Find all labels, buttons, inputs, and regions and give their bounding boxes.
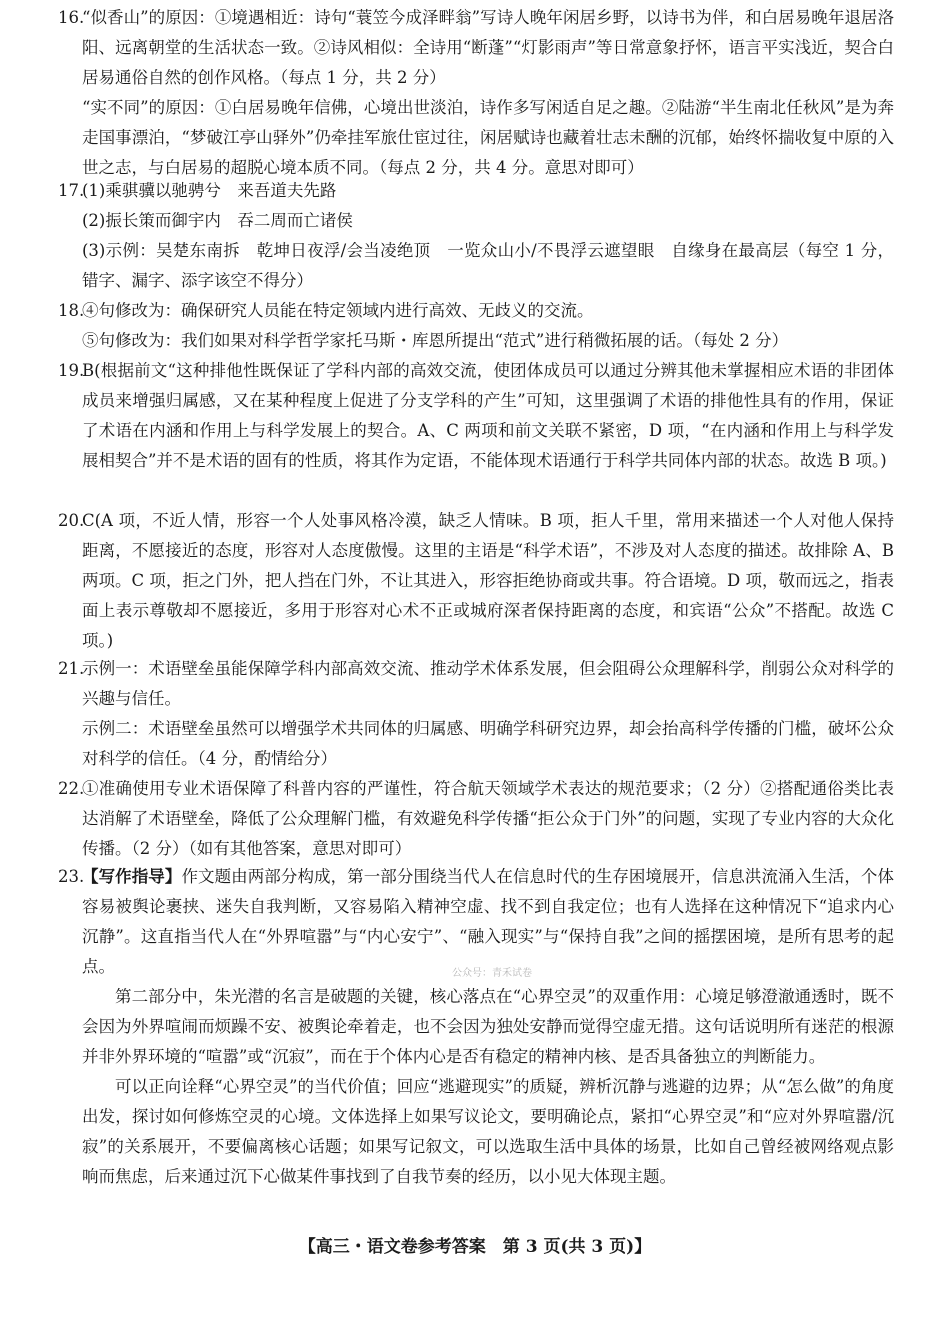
question-number: 19.: [58, 361, 85, 380]
answer-line: ⑤句修改为：我们如果对科学哲学家托马斯・库恩所提出“范式”进行稍微拓展的话。（每处 2 分）: [82, 331, 789, 350]
answer-paragraph: ①准确使用专业术语保障了科普内容的严谨性，符合航天领域学术表达的规范要求；（2 分）②搭配通俗类比表达消解了术语壁垒，降低了公众理解门槛，有效避免科学传播“拒公众于门外”的问题，实现了专业内容的大众化传播。（2 分）（如有其他答案，意思对即可）: [82, 779, 894, 858]
answer-line: (3)示例：吴楚东南拆 乾坤日夜浮/会当凌绝顶 一览众山小/不畏浮云遮望眼 自缘身在最高层（每空 1 分，错字、漏字、添字该空不得分）: [82, 241, 894, 290]
question-number: 18.: [58, 301, 85, 320]
watermark: 公众号：青禾试卷: [452, 968, 532, 979]
question-23: [58, 862, 894, 1192]
answer-line: (2)振长策而御宇内 吞二周而亡诸侯: [82, 211, 353, 230]
answer-paragraph: C(A 项，不近人情，形容一个人处事风格冷漠，缺乏人情味。B 项，拒人千里，常用来描述一个人对他人保持距离，不愿接近的态度，形容对人态度傲慢。这里的主语是“科学术语”，不涉及对人态度的描述。故排除 A、B 两项。C 项，拒之门外，把人挡在门外，不让其进入，形容拒绝协商或共事。符合语境。D 项，敬而远之，指表面上表示尊敬却不愿接近，多用于形容对心术不正或城府深者保持距离的态度，和宾语“公众”不搭配。故选 C 项。): [82, 511, 894, 650]
question-number: 17.: [58, 181, 85, 200]
question-number: 21.: [58, 659, 85, 678]
answer-paragraph: B(根据前文“这种排他性既保证了学科内部的高效交流，使团体成员可以通过分辨其他未掌握相应术语的非团体成员来增强归属感，又在某种程度上促进了分支学科的产生”可知，这里强调了术语的排他性具有的作用，保证了术语在内涵和作用上与科学发展上的契合。A、C 两项和前文关联不紧密，D 项，“在内涵和作用上与科学发展相契合”并不是术语的固有的性质，将其作为定语，不能体现术语通行于科学共同体内部的状态。故选 B 项。): [82, 361, 894, 470]
answer-line: (1)乘骐骥以驰骋兮 来吾道夫先路: [82, 181, 337, 200]
question-19: [58, 356, 894, 476]
answer-paragraph: “似香山”的原因：①境遇相近：诗句“蓑笠今成泽畔翁”写诗人晚年闲居乡野，以诗书为伴，和白居易晚年退居洛阳、远离朝堂的生活状态一致。②诗风相似：全诗用“断蓬”“灯影雨声”等日常意象抒怀，语言平实浅近，契合白居易通俗自然的创作风格。（每点 1 分，共 2 分）: [82, 8, 894, 87]
question-number: 22.: [58, 779, 85, 798]
question-number: 23.: [58, 867, 85, 886]
page-footer: 【高三・语文卷参考答案 第 3 页(共 3 页)】: [298, 1237, 652, 1257]
question-17: [58, 176, 894, 296]
question-number: 20.: [58, 511, 85, 530]
question-18: [58, 296, 894, 356]
writing-guide-text: 作文题由两部分构成，第一部分围绕当代人在信息时代的生存困境展开，信息洪流涌入生活，个体容易被舆论裹挟、迷失自我判断，又容易陷入精神空虚、找不到自我定位；也有人选择在这种情况下“追求内心沉静”。这直指当代人在“外界喧嚣”与“内心安宁”、“融入现实”与“保持自我”之间的摇摆困境，是所有思考的起点。: [82, 867, 895, 976]
example-two: 示例二：术语壁垒虽然可以增强学术共同体的归属感、明确学科研究边界，却会抬高科学传播的门槛，破坏公众对科学的信任。（4 分，酌情给分）: [82, 719, 894, 768]
answer-paragraph: 第二部分中，朱光潜的名言是破题的关键，核心落点在“心界空灵”的双重作用：心境足够澄澈通透时，既不会因为外界喧闹而烦躁不安、被舆论牵着走，也不会因为独处安静而觉得空虚无措。这句话说明所有迷茫的根源并非外界环境的“喧嚣”或“沉寂”，而在于个体内心是否有稳定的精神内核、是否具备独立的判断能力。: [82, 987, 894, 1066]
writing-guide-label: 【写作指导】: [82, 867, 182, 886]
question-16: [58, 3, 894, 183]
question-22: [58, 774, 894, 864]
answer-paragraph: 可以正向诠释“心界空灵”的当代价值；回应“逃避现实”的质疑，辨析沉静与逃避的边界；从“怎么做”的角度出发，探讨如何修炼空灵的心境。文体选择上如果写议论文，要明确论点，紧扣“心界空灵”和“应对外界喧嚣/沉寂”的关系展开，不要偏离核心话题；如果写记叙文，可以选取生活中具体的场景，比如自己曾经被网络观点影响而焦虑，后来通过沉下心做某件事找到了自我节奏的经历，以小见大体现主题。: [82, 1077, 894, 1186]
question-number: 16.: [58, 8, 85, 27]
question-20: [58, 506, 894, 656]
question-21: [58, 654, 894, 774]
answer-line: ④句修改为：确保研究人员能在特定领域内进行高效、无歧义的交流。: [82, 301, 594, 320]
answer-paragraph: “实不同”的原因：①白居易晚年信佛，心境出世淡泊，诗作多写闲适自足之趣。②陆游“半生南北任秋风”是为奔走国事漂泊，“梦破江亭山驿外”仍牵挂军旅仕宦过往，闲居赋诗也藏着壮志未酬的沉郁，始终怀揣收复中原的入世之志，与白居易的超脱心境本质不同。（每点 2 分，共 4 分。意思对即可）: [82, 98, 894, 177]
example-one: 示例一：术语壁垒虽能保障学科内部高效交流、推动学术体系发展，但会阻碍公众理解科学，削弱公众对科学的兴趣与信任。: [82, 659, 894, 708]
